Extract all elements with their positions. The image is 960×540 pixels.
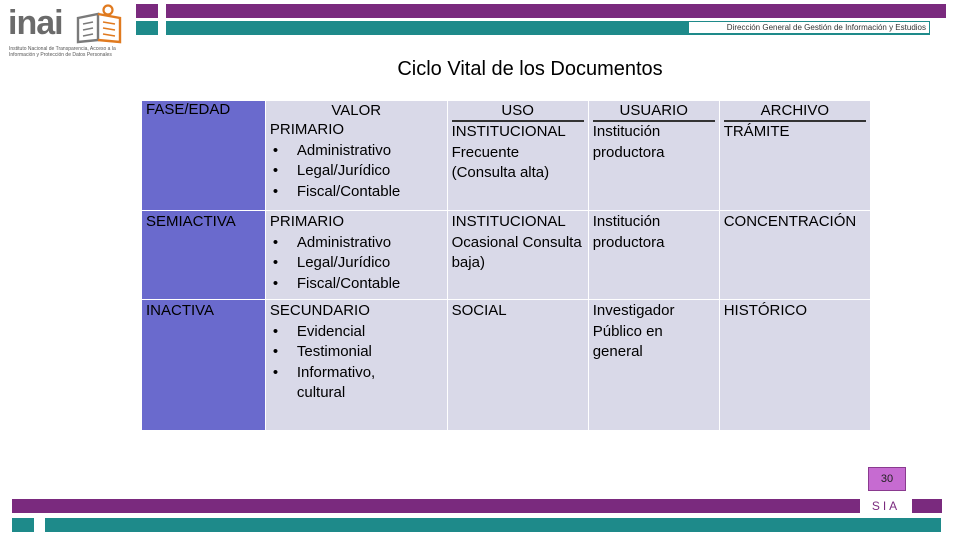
table-row (142, 300, 871, 431)
footer-teal-square (12, 518, 34, 532)
valor-cell (265, 300, 447, 431)
list-item: • Legal/Jurídico (270, 253, 443, 274)
valor-cell (265, 101, 447, 211)
usuario-cell (588, 101, 719, 211)
table-row (142, 101, 871, 211)
list-item: • Fiscal/Contable (270, 182, 443, 203)
phase-cell: INACTIVA (142, 300, 266, 431)
header-purple-square (136, 4, 158, 18)
uso-value: INSTITUCIONAL Frecuente (Consulta alta) (451, 123, 566, 181)
list-item: • Testimonial (270, 342, 443, 363)
header-teal-square (136, 21, 158, 35)
uso-cell: SOCIAL (447, 300, 588, 431)
uso-cell: INSTITUCIONAL Ocasional Consulta baja) (447, 211, 588, 300)
footer-purple-end (912, 499, 942, 513)
list-item: • Fiscal/Contable (270, 274, 443, 295)
archivo-cell: CONCENTRACIÓN (719, 211, 870, 300)
list-item: • Informativo, cultural (270, 363, 397, 404)
ciclo-vital-table (141, 100, 871, 431)
archivo-cell: HISTÓRICO (719, 300, 870, 431)
uso-cell (447, 101, 588, 211)
valor-title: PRIMARIO (269, 213, 345, 230)
footer-purple-bar (12, 499, 860, 513)
header-valor: VALOR (331, 102, 382, 119)
list-item: • Evidencial (270, 322, 443, 343)
valor-list (270, 322, 443, 404)
header-fase-edad: FASE/EDAD (146, 101, 231, 118)
list-item: • Administrativo (270, 233, 443, 254)
archivo-cell (719, 101, 870, 211)
logo-wordmark: inai (8, 4, 63, 42)
archivo-value: TRÁMITE (723, 123, 790, 140)
usuario-value: Institución productora (592, 123, 665, 161)
list-item: • Administrativo (270, 141, 443, 162)
table-row (142, 211, 871, 300)
valor-list (270, 141, 443, 203)
page-title: Ciclo Vital de los Documentos (397, 58, 663, 80)
phase-cell-activa (142, 101, 266, 211)
book-icon (72, 4, 126, 44)
usuario-cell: Institución productora (588, 211, 719, 300)
header-archivo: ARCHIVO (724, 102, 866, 122)
valor-title: SECUNDARIO (269, 302, 370, 319)
logo-tagline: Instituto Nacional de Transparencia, Acceso a la Información y Protección de Datos Personales (9, 46, 116, 58)
sia-brand: SIA (862, 498, 910, 514)
header-purple-bar (166, 4, 946, 18)
valor-cell (265, 211, 447, 300)
valor-title: PRIMARIO (269, 121, 345, 138)
usuario-cell: Investigador Público en general (588, 300, 719, 431)
inai-logo (8, 4, 126, 62)
page-number: 30 (868, 467, 906, 491)
valor-list (270, 233, 443, 295)
list-item: • Legal/Jurídico (270, 161, 443, 182)
header-subtitle: Dirección General de Gestión de Información y Estudios (688, 21, 930, 34)
header-uso: USO (452, 102, 584, 122)
footer-teal-bar (45, 518, 941, 532)
header-usuario: USUARIO (593, 102, 715, 122)
phase-cell: SEMIACTIVA (142, 211, 266, 300)
